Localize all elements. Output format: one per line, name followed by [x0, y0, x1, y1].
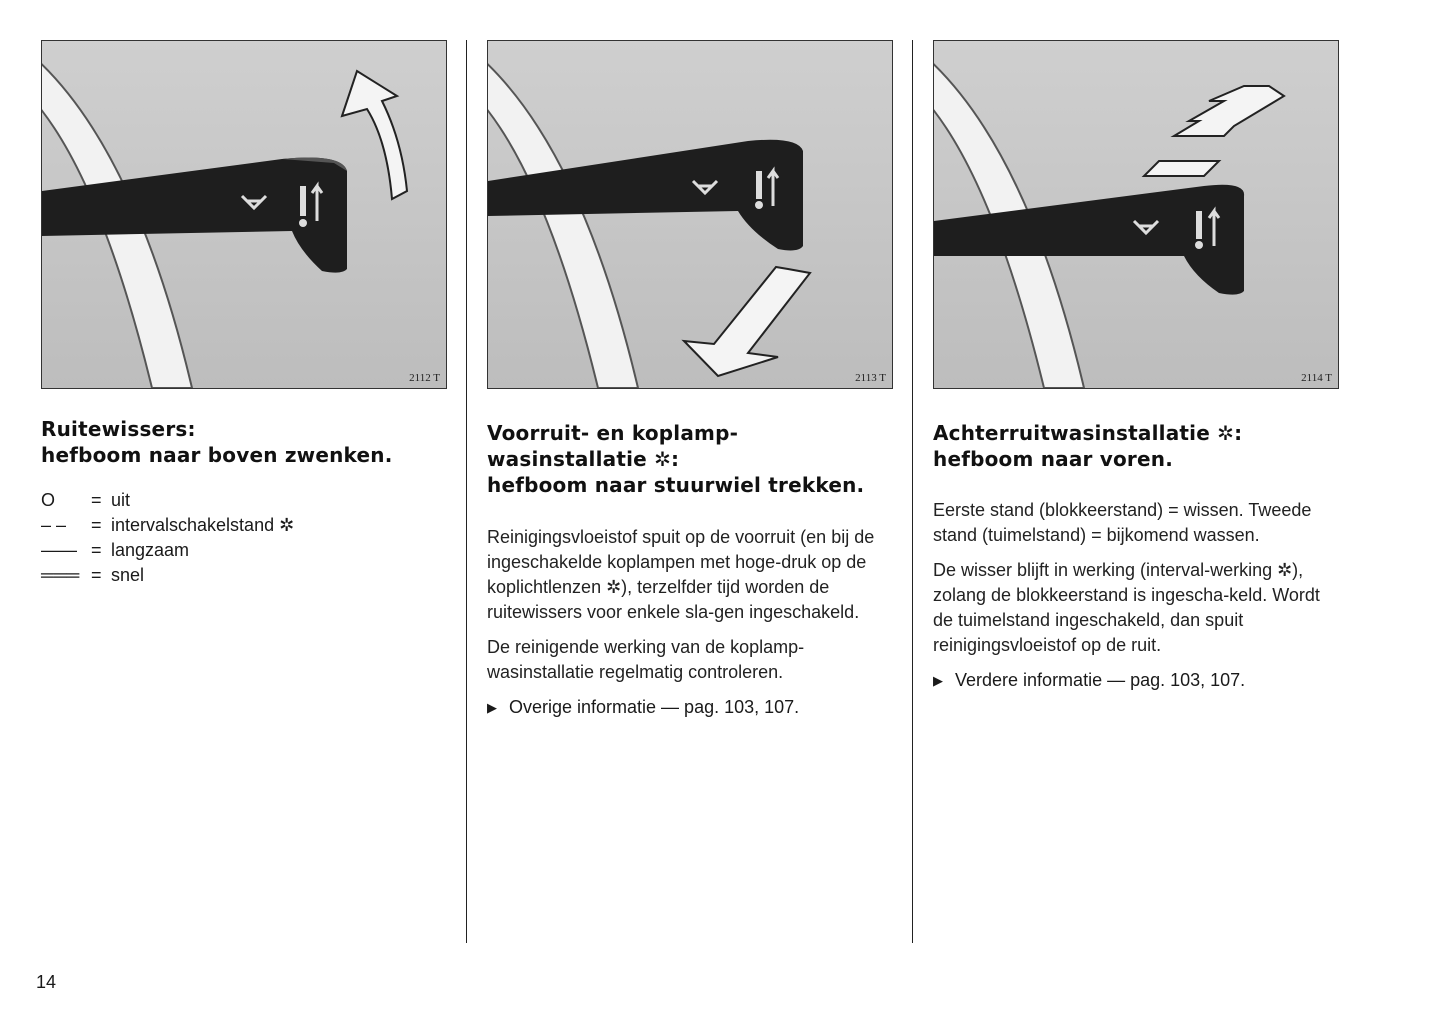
- legend-text: snel: [111, 565, 145, 585]
- legend-symbol: – –: [41, 515, 67, 535]
- legend-text: intervalschakelstand ✲: [111, 515, 295, 535]
- column-wipers: [41, 40, 447, 588]
- legend-row-fast: [41, 563, 447, 588]
- legend-row-interval: [41, 513, 447, 538]
- section-body: [933, 498, 1339, 693]
- legend-symbol: ═══: [41, 565, 80, 585]
- figure-wiper-lever-up: [41, 40, 447, 389]
- paragraph: Eerste stand (blokkeerstand) = wissen. Tweede stand (tuimelstand) = bijkomend wassen.: [933, 500, 1312, 545]
- heading-line: wasinstallatie ✲:: [487, 447, 680, 471]
- heading-line: Ruitewissers:: [41, 417, 196, 441]
- wiper-lever-illustration: [488, 41, 892, 388]
- legend-text: langzaam: [111, 540, 190, 560]
- section-heading: [933, 420, 1339, 472]
- legend-row-off: [41, 488, 447, 513]
- heading-line: Voorruit- en koplamp-: [487, 421, 739, 445]
- legend-equals: =: [91, 540, 102, 560]
- cross-reference: [933, 668, 1339, 693]
- figure-code: 2113 T: [855, 372, 886, 384]
- legend-equals: =: [91, 490, 102, 510]
- legend-row-slow: [41, 538, 447, 563]
- section-body: [487, 525, 893, 720]
- wiper-lever-illustration: [42, 41, 446, 388]
- heading-line: hefboom naar voren.: [933, 447, 1174, 471]
- figure-code: 2114 T: [1301, 372, 1332, 384]
- page-number: 14: [36, 972, 57, 992]
- triangle-bullet-icon: ▶: [487, 700, 497, 715]
- reference-text: Verdere informatie — pag. 103, 107.: [955, 670, 1246, 690]
- section-heading: [487, 420, 893, 498]
- column-divider: [466, 40, 467, 943]
- heading-line: hefboom naar stuurwiel trekken.: [487, 473, 865, 497]
- figure-wiper-lever-forward: [933, 40, 1339, 389]
- column-rear-washer: [933, 40, 1339, 693]
- legend-text: uit: [111, 490, 131, 510]
- wiper-lever-illustration: [934, 41, 1338, 388]
- legend-symbol: O: [41, 490, 56, 510]
- triangle-bullet-icon: ▶: [933, 673, 943, 688]
- figure-code: 2112 T: [409, 372, 440, 384]
- heading-line: hefboom naar boven zwenken.: [41, 443, 393, 467]
- legend-equals: =: [91, 515, 102, 535]
- column-divider: [912, 40, 913, 943]
- figure-wiper-lever-pull: [487, 40, 893, 389]
- wiper-position-legend: [41, 488, 447, 588]
- paragraph: De wisser blijft in werking (interval-werking ✲), zolang de blokkeerstand is ingescha-keld. Wordt de tuimelstand ingeschakeld, dan spuit reinigingsvloeistof op de ruit.: [933, 560, 1320, 655]
- legend-equals: =: [91, 565, 102, 585]
- column-front-washer: [487, 40, 893, 720]
- paragraph: Reinigingsvloeistof spuit op de voorruit (en bij de ingeschakelde koplampen met hoge-druk op de koplichtlenzen ✲), terzelfder tijd worden de ruitewissers voor enkele sla-gen ingeschakeld.: [487, 527, 875, 622]
- section-heading: [41, 416, 447, 468]
- reference-text: Overige informatie — pag. 103, 107.: [509, 697, 800, 717]
- cross-reference: [487, 695, 893, 720]
- legend-symbol: ——: [41, 540, 77, 560]
- heading-line: Achterruitwasinstallatie ✲:: [933, 421, 1243, 445]
- paragraph: De reinigende werking van de koplamp-wasinstallatie regelmatig controleren.: [487, 637, 805, 682]
